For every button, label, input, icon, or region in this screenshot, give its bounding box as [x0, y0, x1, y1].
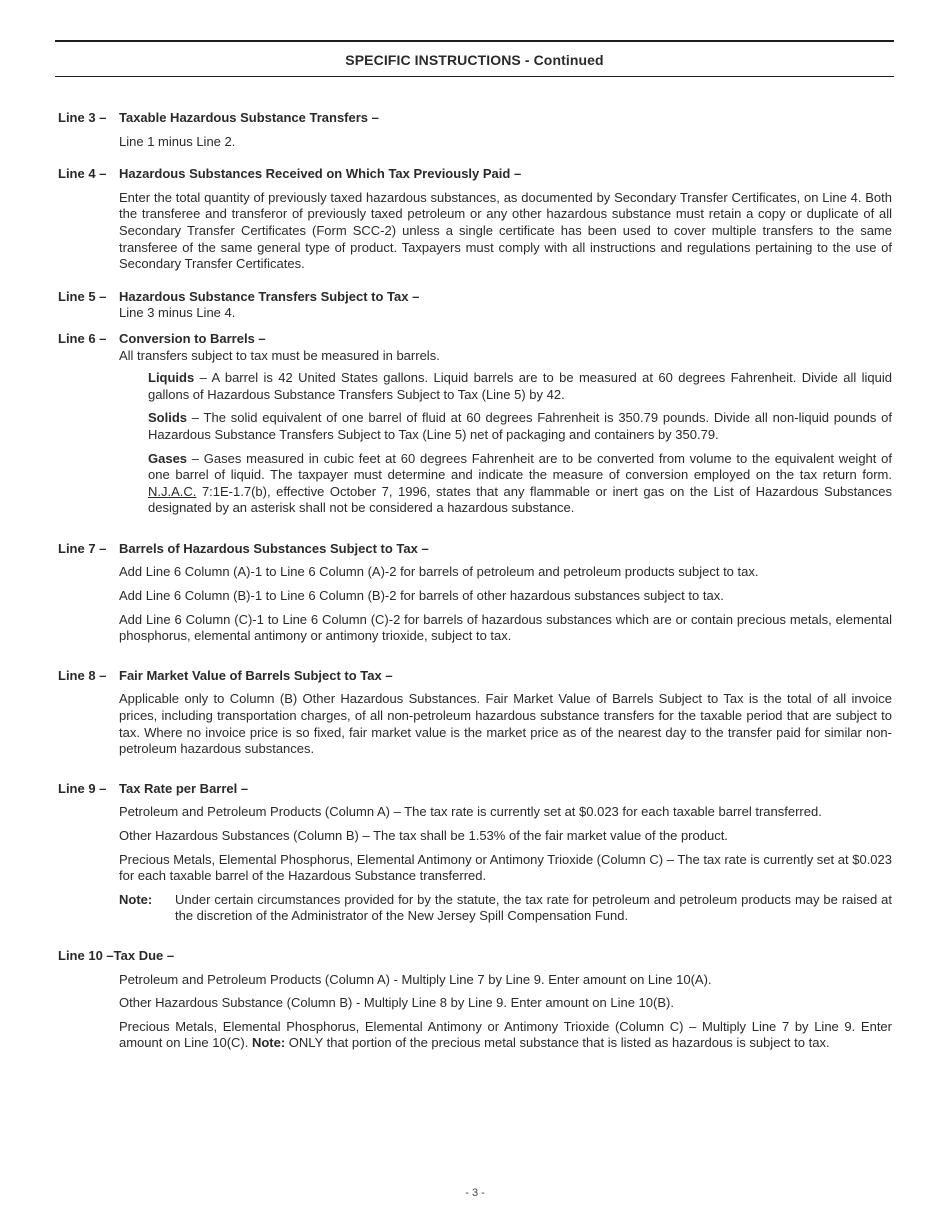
section-heading: [58, 289, 892, 306]
njac-citation: N.J.A.C.: [148, 483, 197, 499]
section-text: Petroleum and Petroleum Products (Column A) - Multiply Line 7 by Line 9. Enter amount on Line 10(A).: [119, 971, 712, 987]
line-number: Line 7 –: [58, 540, 107, 556]
section-text: Other Hazardous Substance (Column B) - Multiply Line 8 by Line 9. Enter amount on Line 10(B).: [119, 995, 674, 1011]
instructions-content: [58, 110, 892, 1052]
header-bottom-rule: [55, 76, 894, 77]
note-block: [119, 892, 892, 925]
section-title: Taxable Hazardous Substance Transfers –: [119, 110, 379, 125]
section-title: Barrels of Hazardous Substances Subject to Tax –: [119, 540, 429, 556]
section-line-10: [58, 948, 892, 1052]
liquids-label: Liquids: [148, 370, 195, 386]
section-text: Add Line 6 Column (C)-1 to Line 6 Column (C)-2 for barrels of hazardous substances which are or contain precious metals, elemental phosphorus, elemental antimony or antimony trioxide, subject to tax.: [119, 611, 892, 644]
line-number: Line 3 –: [58, 110, 107, 125]
section-text: Add Line 6 Column (B)-1 to Line 6 Column (B)-2 for barrels of other hazardous substances subject to tax.: [119, 588, 724, 604]
liquids-text: – A barrel is 42 United States gallons. Liquid barrels are to be measured at 60 degrees Fahrenheit. Divide all liquid gallons of Hazardous Substance Transfers Subject to Tax (Line 5) by 42.: [148, 370, 892, 402]
section-text: Enter the total quantity of previously taxed hazardous substances, as documented by Secondary Transfer Certificates, on Line 4. Both the transferee and transferor of previously taxed petroleum or any other hazardous substance must retain a copy or duplicate of all Secondary Transfer Certificates (Form SCC-2) unless a single certificate has been used to cover multiple transfers to the same transferee of the same general type of product. Taxpayers must comply with all instructions and regulations pertaining to the use of Secondary Transfer Certificates.: [119, 189, 892, 272]
section-title: Conversion to Barrels –: [119, 330, 266, 346]
page-number: - 3 -: [465, 1187, 485, 1199]
section-text: Line 1 minus Line 2.: [119, 133, 236, 149]
line-number: Line 9 –: [58, 780, 107, 796]
line-number: Line 8 –: [58, 667, 107, 683]
liquids-paragraph: [148, 370, 892, 403]
gases-label: Gases: [148, 450, 188, 466]
section-line-5: [58, 289, 892, 322]
section-line-9: [58, 781, 892, 925]
section-text: Applicable only to Column (B) Other Hazardous Substances. Fair Market Value of Barrels Subject to Tax is the total of all invoice prices, including transportation charges, of all non-petroleum hazardous substance transfers for the taxable period that are subject to tax. Where no invoice price is so fixed, fair market value is the market price as of the nearest day to the transfer paid for similar non-petroleum hazardous substances.: [119, 691, 892, 757]
tax-due-column-c-paragraph: [119, 1019, 892, 1052]
line-number: Line 6 –: [58, 330, 107, 346]
section-title: Tax Due –: [113, 947, 175, 963]
page-title: SPECIFIC INSTRUCTIONS - Continued: [345, 52, 604, 68]
note-label: Note:: [251, 1035, 286, 1051]
section-heading: [58, 110, 892, 127]
gases-paragraph: [148, 451, 892, 517]
section-title: Tax Rate per Barrel –: [119, 780, 249, 796]
note-label: Note:: [119, 891, 153, 907]
section-line-7: [58, 541, 892, 645]
section-text: Line 3 minus Line 4.: [119, 305, 236, 321]
section-text: Precious Metals, Elemental Phosphorus, Elemental Antimony or Antimony Trioxide (Column C) – The tax rate is currently set at $0.023 for each taxable barrel of the Hazardous Substance transferred.: [119, 851, 892, 884]
section-title: Hazardous Substances Received on Which Tax Previously Paid –: [119, 166, 522, 182]
section-heading: [58, 781, 892, 798]
section-text: Other Hazardous Substances (Column B) – The tax shall be 1.53% of the fair market value of the product.: [119, 828, 728, 843]
section-heading: [58, 331, 892, 348]
section-title: Hazardous Substance Transfers Subject to Tax –: [119, 288, 420, 304]
section-text: ONLY that portion of the precious metal substance that is listed as hazardous is subject to tax.: [285, 1035, 830, 1051]
line-number: Line 10 –: [58, 947, 114, 963]
section-line-6: [58, 331, 892, 517]
solids-paragraph: [148, 410, 892, 443]
line-number: Line 4 –: [58, 166, 107, 182]
header-top-rule: [55, 40, 894, 42]
gases-text-continued: 7:1E-1.7(b), effective October 7, 1996, states that any flammable or inert gas on the List of Hazardous Substances designated by an asterisk shall not be considered a hazardous substance.: [148, 483, 892, 516]
section-text: Precious Metals, Elemental Phosphorus, Elemental Antimony or Antimony Trioxide (Column C) – Multiply Line 7 by Line 9. Enter amount on Line 10(C).: [119, 1018, 892, 1051]
section-title: Fair Market Value of Barrels Subject to Tax –: [119, 667, 393, 683]
section-heading: [58, 668, 892, 685]
section-heading: [58, 541, 892, 558]
line-number: Line 5 –: [58, 288, 107, 304]
section-text: All transfers subject to tax must be measured in barrels.: [119, 347, 440, 363]
section-line-4: [58, 166, 892, 273]
section-heading: [58, 948, 892, 965]
section-text: Add Line 6 Column (A)-1 to Line 6 Column (A)-2 for barrels of petroleum and petroleum products subject to tax.: [119, 564, 759, 580]
gases-text: – Gases measured in cubic feet at 60 degrees Fahrenheit are to be converted from volume to the equivalent weight of one barrel of liquid. The taxpayer must determine and indicate the measure of conversion employed on the tax return form.: [148, 450, 892, 483]
solids-text: – The solid equivalent of one barrel of fluid at 60 degrees Fahrenheit is 350.79 pounds. Divide all non-liquid pounds of Hazardous Substance Transfers Subject to Tax (Line 5) net of packaging and containers by 350.79.: [148, 410, 892, 442]
section-line-3: [58, 110, 892, 150]
note-text: Under certain circumstances provided for by the statute, the tax rate for petroleum and petroleum products may be raised at the discretion of the Administrator of the New Jersey Spill Compensation Fund.: [175, 891, 892, 924]
section-line-8: [58, 668, 892, 758]
section-heading: [58, 166, 892, 183]
section-text: Petroleum and Petroleum Products (Column A) – The tax rate is currently set at $0.023 for each taxable barrel transferred.: [119, 804, 822, 820]
solids-label: Solids: [148, 410, 188, 426]
